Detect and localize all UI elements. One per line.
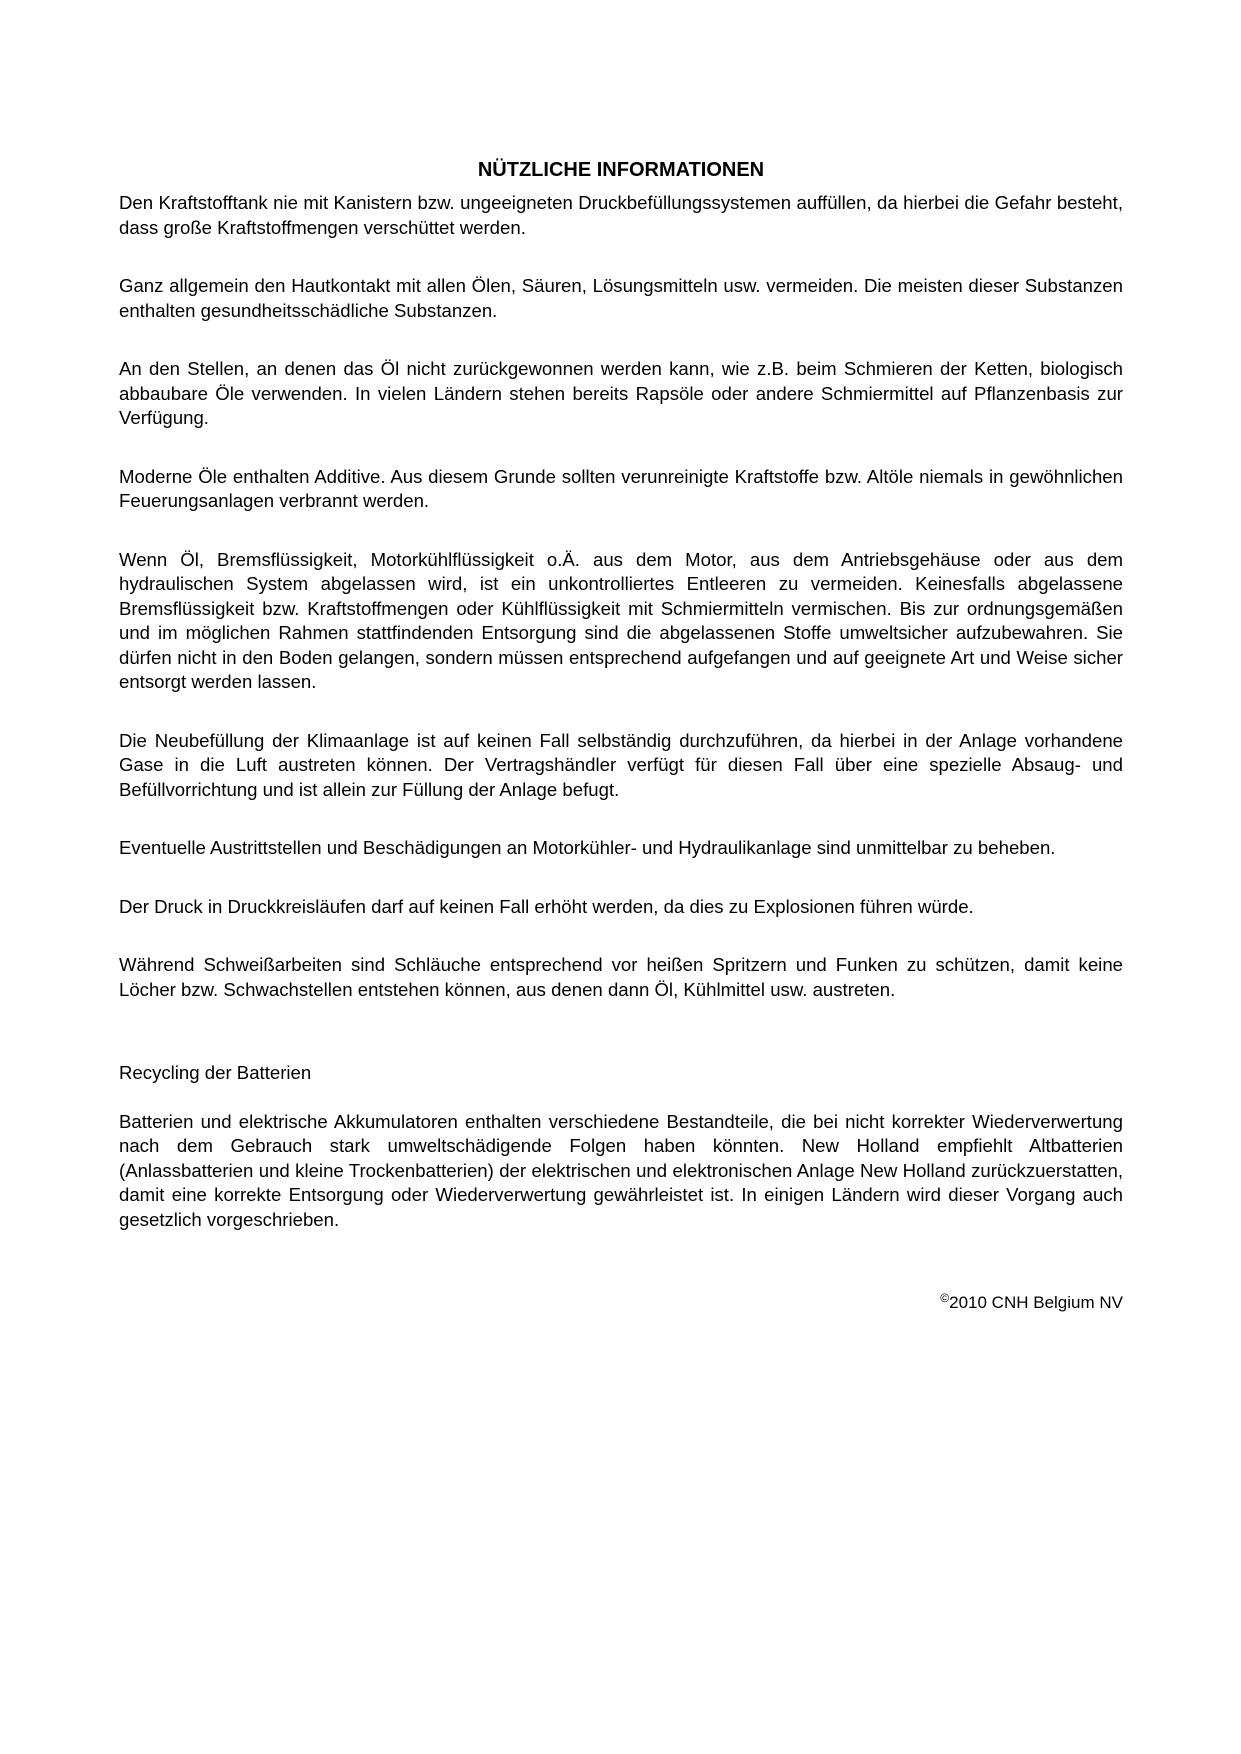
copyright-symbol: © (940, 1290, 950, 1305)
paragraph-fluid-disposal: Wenn Öl, Bremsflüssigkeit, Motorkühlflüssigkeit o.Ä. aus dem Motor, aus dem Antriebsgehäuse oder aus dem hydraulischen System abgelassen wird, ist ein unkontrolliertes Entleeren zu vermeiden. Keinesfalls abgelassene Bremsflüssigkeit bzw. Kraftstoffmengen oder Kühlflüssigkeit mit Schmiermitteln vermischen. Bis zur ordnungsgemäßen und im möglichen Rahmen stattfindenden Entsorgung sind die abgelassenen Stoffe umweltsicher aufzubewahren. Sie dürfen nicht in den Boden gelangen, sondern müssen entsprechend aufgefangen und auf geeignete Art und Weise sicher entsorgt werden lassen. (119, 548, 1123, 692)
page-title: NÜTZLICHE INFORMATIONEN (477, 159, 765, 181)
paragraph-biodegradable-oils: An den Stellen, an denen das Öl nicht zurückgewonnen werden kann, wie z.B. beim Schmieren der Ketten, biologisch abbaubare Öle verwenden. In vielen Ländern stehen bereits Rapsöle oder andere Schmiermittel auf Pflanzenbasis zur Verfügung. (119, 358, 1123, 428)
copyright-notice (119, 1287, 1123, 1314)
paragraph-fuel-tank: Den Kraftstofftank nie mit Kanistern bzw. ungeeigneten Druckbefüllungssystemen auffüllen, da hierbei die Gefahr besteht, dass große Kraftstoffmengen verschüttet werden. (119, 192, 1123, 238)
document-page (119, 155, 1123, 1314)
paragraph-pressure: Der Druck in Druckkreisläufen darf auf keinen Fall erhöht werden, da dies zu Explosionen führen würde. (119, 895, 974, 917)
battery-recycling-text: Batterien und elektrische Akkumulatoren enthalten verschiedene Bestandteile, die bei nicht korrekter Wiederverwertung nach dem Gebrauch stark umweltschädigende Folgen haben könnten. New Holland empfiehlt Altbatterien (Anlassbatterien und kleine Trockenbatterien) der elektrischen und elektronischen Anlage New Holland zurückzuerstatten, damit eine korrekte Entsorgung oder Wiederverwertung gewährleistet ist. In einigen Ländern wird dieser Vorgang auch gesetzlich vorgeschrieben. (119, 1110, 1123, 1230)
copyright-text: 2010 CNH Belgium NV (949, 1292, 1123, 1312)
paragraph-modern-oils: Moderne Öle enthalten Additive. Aus diesem Grunde sollten verunreinigte Kraftstoffe bzw. Altöle niemals in gewöhnlichen Feuerungsanlagen verbrannt werden. (119, 465, 1123, 511)
battery-recycling-section (119, 1036, 1123, 1257)
paragraph-leaks: Eventuelle Austrittstellen und Beschädigungen an Motorkühler- und Hydraulikanlage sind unmittelbar zu beheben. (119, 837, 1056, 858)
paragraph-skin-contact: Ganz allgemein den Hautkontakt mit allen Ölen, Säuren, Lösungsmitteln usw. vermeiden. Die meisten dieser Substanzen enthalten gesundheitsschädliche Substanzen. (119, 275, 1123, 321)
battery-recycling-heading: Recycling der Batterien (119, 1061, 312, 1083)
paragraph-air-conditioning: Die Neubefüllung der Klimaanlage ist auf keinen Fall selbständig durchzuführen, da hierbei in der Anlage vorhandene Gase in die Luft austreten können. Der Vertragshändler verfügt für diesen Fall über eine spezielle Absaug- und Befüllvorrichtung und ist allein zur Füllung der Anlage befugt. (119, 729, 1123, 800)
paragraph-welding: Während Schweißarbeiten sind Schläuche entsprechend vor heißen Spritzern und Funken zu schützen, damit keine Löcher bzw. Schwachstellen entstehen können, aus denen dann Öl, Kühlmittel usw. austreten. (119, 954, 1123, 1000)
